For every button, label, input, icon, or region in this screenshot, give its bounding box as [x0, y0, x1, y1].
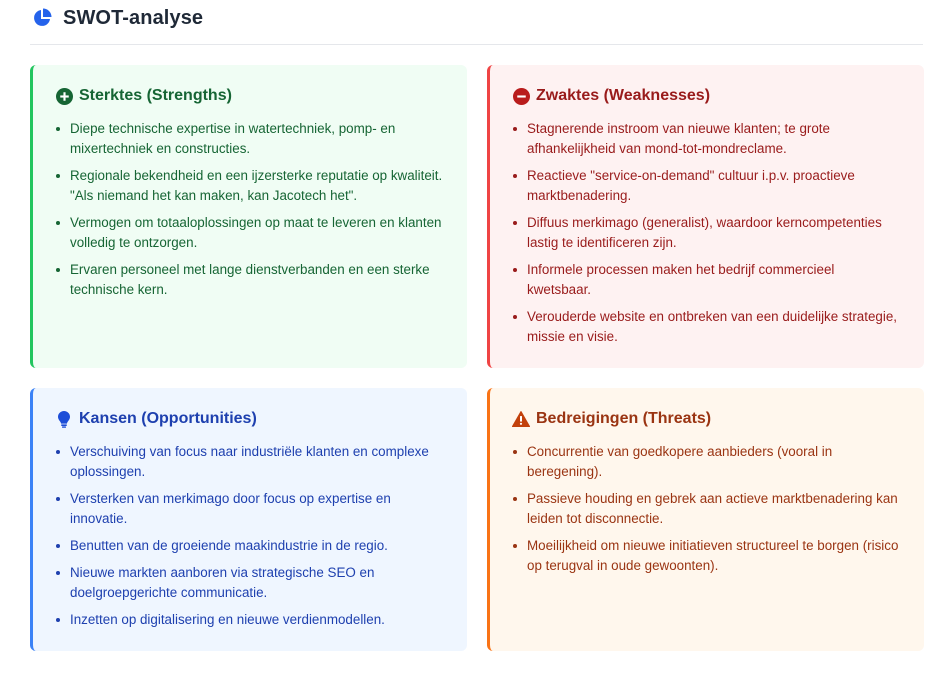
list-item: Inzetten op digitalisering en nieuwe verdienmodellen.: [55, 610, 445, 630]
opportunities-card: [30, 388, 467, 651]
weaknesses-title: Zwaktes (Weaknesses): [536, 87, 711, 104]
warning-icon: [512, 410, 530, 428]
opportunities-title: Kansen (Opportunities): [79, 410, 257, 427]
list-item: Passieve houding en gebrek aan actieve marktbenadering kan leiden tot disconnectie.: [512, 489, 902, 529]
opportunities-heading: [55, 408, 445, 430]
page-title: SWOT-analyse: [63, 6, 204, 29]
list-item: Moeilijkheid om nieuwe initiatieven structureel te borgen (risico op terugval in oude gewoonten).: [512, 536, 902, 576]
list-item: Stagnerende instroom van nieuwe klanten; te grote afhankelijkheid van mond-tot-mondreclame.: [512, 119, 902, 159]
weaknesses-list: [512, 119, 902, 347]
strengths-heading: [55, 85, 445, 107]
list-item: Versterken van merkimago door focus op expertise en innovatie.: [55, 489, 445, 529]
list-item: Verouderde website en ontbreken van een duidelijke strategie, missie en visie.: [512, 307, 902, 347]
list-item: Vermogen om totaaloplossingen op maat te leveren en klanten volledig te ontzorgen.: [55, 213, 445, 253]
strengths-card: [30, 65, 467, 368]
list-item: Verschuiving van focus naar industriële klanten en complexe oplossingen.: [55, 442, 445, 482]
threats-title: Bedreigingen (Threats): [536, 410, 712, 427]
threats-list: [512, 442, 902, 576]
threats-heading: [512, 408, 902, 430]
strengths-title: Sterktes (Strengths): [79, 87, 232, 104]
list-item: Benutten van de groeiende maakindustrie in de regio.: [55, 536, 445, 556]
weaknesses-heading: [512, 85, 902, 107]
list-item: Ervaren personeel met lange dienstverbanden en een sterke technische kern.: [55, 260, 445, 300]
threats-card: [487, 388, 924, 651]
list-item: Informele processen maken het bedrijf commercieel kwetsbaar.: [512, 260, 902, 300]
list-item: Regionale bekendheid en een ijzersterke reputatie op kwaliteit. "Als niemand het kan maken, kan Jacotech het".: [55, 166, 445, 206]
weaknesses-card: [487, 65, 924, 368]
list-item: Diepe technische expertise in watertechniek, pomp- en mixertechniek en constructies.: [55, 119, 445, 159]
minus-circle-icon: [512, 87, 530, 105]
plus-circle-icon: [55, 87, 73, 105]
lightbulb-icon: [55, 410, 73, 428]
opportunities-list: [55, 442, 445, 630]
page-header: [30, 0, 923, 45]
pie-chart-icon: [31, 7, 53, 29]
list-item: Diffuus merkimago (generalist), waardoor kerncompetenties lastig te identificeren zijn.: [512, 213, 902, 253]
list-item: Nieuwe markten aanboren via strategische SEO en doelgroepgerichte communicatie.: [55, 563, 445, 603]
list-item: Concurrentie van goedkopere aanbieders (vooral in beregening).: [512, 442, 902, 482]
list-item: Reactieve "service-on-demand" cultuur i.p.v. proactieve marktbenadering.: [512, 166, 902, 206]
strengths-list: [55, 119, 445, 300]
